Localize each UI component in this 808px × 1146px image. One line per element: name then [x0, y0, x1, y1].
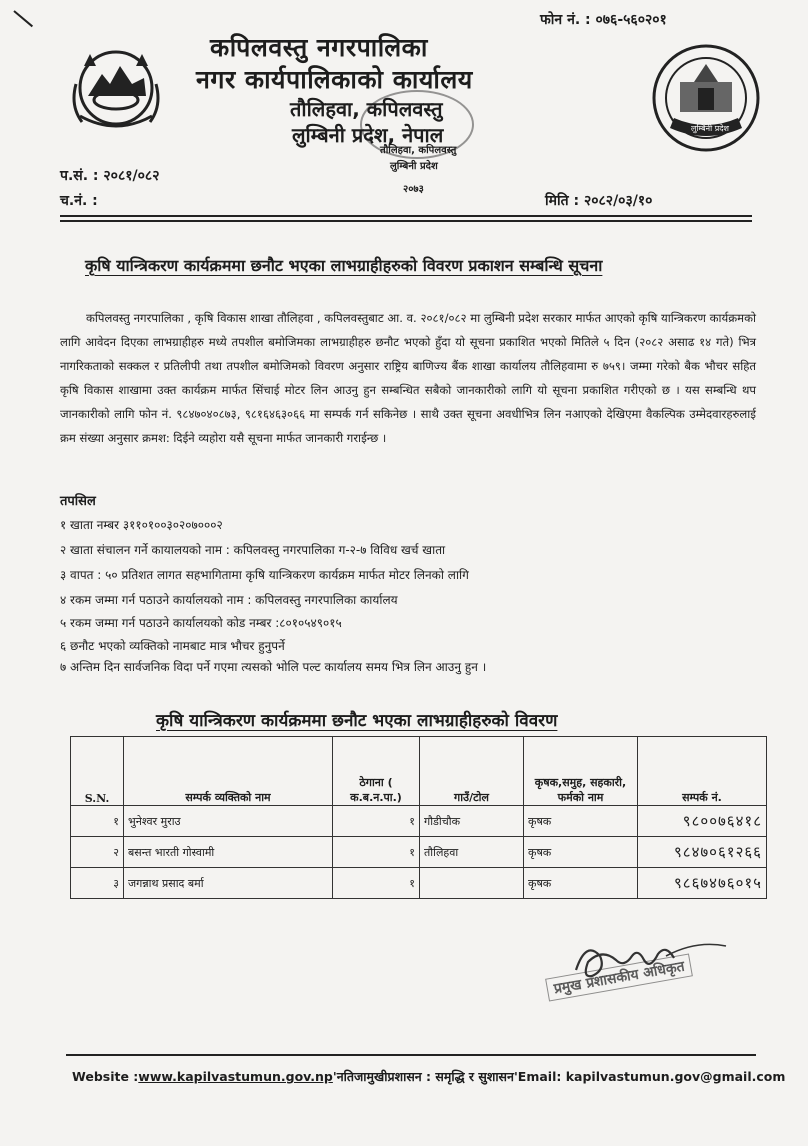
notice-body: कपिलवस्तु नगरपालिका , कृषि विकास शाखा तौलिहवा , कपिलवस्तुबाट आ. व. २०८१/०८२ मा लुम्बिनी प्रदेश सरकार मार्फत आएको कृषि यान्त्रिकरण कार्यक्रमको लागि आवेदन दिएका लाभग्राहीहरु मध्ये तपशील बमोजिमका लाभग्राहीहरु छनौट भएको हुँदा यो सूचना प्रकाशित भएको मितिले ५ दिन (२०८२ असाढ १४ गते) भित्र नागरिकताको सक्कल र प्रतिलीपी तथा तपशील बमोजिमको विवरण अनुसार राष्ट्रिय बाणिज्य बैंक शाखा कार्यालय तौलिहवामा रु ७५९। जम्मा गरेको बैक भौचर सहित कृषि विकास शाखामा उक्त कार्यक्रम मार्फत सिंचाई मोटर लिन आउनु हुन सम्बन्धित सबैको जानकारीको लागि यो सूचना प्रकाशित गरीएको छ । यस सम्बन्धि थप जानकारीको लागि फोन नं. ९८४७०४०८७३, ९८१६४६३०६६ मा सम्पर्क गर्न सकिनेछ । साथै उक्त सूचना अवधीभित्र लिन नआएको देखिएमा वैकल्पिक उम्मेदवारहरुलाई क्रम संख्या अनुसार क्रमश: दिईने व्यहोरा यसै सूचना मार्फत जानकारी गराईन्छ । [60, 311, 756, 445]
col-village: गाउँ/टोल [420, 737, 524, 806]
row-village [420, 868, 524, 899]
stamp-text-line1: तौलिहवा, कपिलवस्तु [380, 145, 457, 156]
row-type: कृषक [524, 837, 638, 868]
detail-item: १ खाता नम्बर ३११०१००३०२०७०००२ [60, 518, 223, 532]
row-ward: १ [333, 837, 420, 868]
stamp-text-line2: लुम्बिनी प्रदेश [390, 161, 438, 172]
notice-heading: कृषि यान्त्रिकरण कार्यक्रममा छनौट भएका लाभग्राहीहरुको विवरण प्रकाशन सम्बन्धि सूचना [85, 256, 603, 275]
row-ward: १ [333, 868, 420, 899]
row-ward: १ [333, 806, 420, 837]
beneficiary-table [70, 736, 767, 899]
row-sn: ३ [71, 868, 124, 899]
col-type: कृषक,समुह, सहकारी, फर्मको नाम [524, 737, 638, 806]
detail-item: ४ रकम जम्मा गर्न पठाउने कार्यालयको नाम : कपिलवस्तु नगरपालिका कार्यालय [60, 593, 398, 607]
logo-caption: लुम्बिनी प्रदेश [691, 124, 729, 133]
org-address-line2: लुम्बिनी प्रदेश, नेपाल [292, 123, 444, 147]
stamp-text-line3: २०७३ [403, 184, 424, 195]
row-type: कृषक [524, 806, 638, 837]
reference-number: प.सं. : २०८१/०८२ [60, 168, 160, 184]
detail-item: २ खाता संचालन गर्ने कायालयको नाम : कपिलवस्तु नगरपालिका ग-२-७ विविध खर्च खाता [60, 543, 446, 557]
footer-divider [66, 1054, 756, 1056]
detail-item: ५ रकम जम्मा गर्न पठाउने कार्यालयको कोड नम्बर :८०१०५४९०१५ [60, 616, 342, 630]
table-row [71, 806, 767, 837]
dispatch-number: च.नं. : [60, 193, 98, 209]
detail-item: ३ वापत : ५० प्रतिशत लागत सहभागितामा कृषि यान्त्रिकरण कार्यक्रम मार्फत मोटर लिनको लागि [60, 568, 469, 582]
row-name: जगन्नाथ प्रसाद बर्मा [124, 868, 333, 899]
office-phone: फोन नं. : ०७६-५६०२०१ [540, 12, 667, 28]
details-label: तपसिल [60, 494, 96, 509]
email-label: Email: [517, 1069, 562, 1084]
email-address[interactable]: kapilvastumun.gov@gmail.com [565, 1069, 786, 1084]
signatory-stamp: प्रमुख प्रशासकीय अधिकृत [545, 953, 693, 1001]
letter-date: मिति : २०८२/०३/१० [545, 193, 653, 209]
row-name: बसन्त भारती गोस्वामी [124, 837, 333, 868]
website-link[interactable]: www.kapilvastumun.gov.np [138, 1069, 333, 1084]
table-header-row [71, 737, 767, 806]
row-type: कृषक [524, 868, 638, 899]
col-phone: सम्पर्क नं. [638, 737, 767, 806]
row-sn: १ [71, 806, 124, 837]
row-village: गौडीचौक [420, 806, 524, 837]
corner-mark [13, 10, 33, 27]
col-name: सम्पर्क व्यक्तिको नाम [124, 737, 333, 806]
org-name-line2: नगर कार्यपालिकाको कार्यालय [196, 65, 473, 94]
website-label: Website : [72, 1069, 139, 1084]
table-row [71, 837, 767, 868]
col-address: ठेगाना ( क.ब.न.पा.) [333, 737, 420, 806]
table-row [71, 868, 767, 899]
municipality-logo-icon [650, 42, 762, 154]
nepal-emblem-icon [66, 36, 166, 136]
footer [72, 1068, 785, 1085]
row-phone: ९८४७०६१२६६ [638, 837, 767, 868]
row-phone: ९८६७४७६०१५ [638, 868, 767, 899]
row-sn: २ [71, 837, 124, 868]
org-address-line1: तौलिहवा, कपिलवस्तु [290, 97, 443, 121]
row-village: तौलिहवा [420, 837, 524, 868]
detail-item: ६ छनौट भएको व्यक्तिको नामबाट मात्र भौचर हुनुपर्ने [60, 639, 285, 653]
slogan: 'नतिजामुखीप्रशासन : समृद्धि र सुशासन' [332, 1069, 518, 1084]
col-sn: S.N. [71, 737, 124, 806]
org-name-line1: कपिलवस्तु नगरपालिका [210, 33, 428, 62]
table-heading: कृषि यान्त्रिकरण कार्यक्रममा छनौट भएका लाभग्राहीहरुको विवरण [156, 711, 558, 731]
detail-item: ७ अन्तिम दिन सार्वजनिक विदा पर्ने गएमा त्यसको भोलि पल्ट कार्यालय समय भित्र लिन आउनु हुन । [60, 660, 487, 674]
header-divider-top [60, 215, 752, 217]
header-divider-bottom [60, 220, 752, 222]
row-phone: ९८००७६४१८ [638, 806, 767, 837]
row-name: भुनेश्वर मुराउ [124, 806, 333, 837]
